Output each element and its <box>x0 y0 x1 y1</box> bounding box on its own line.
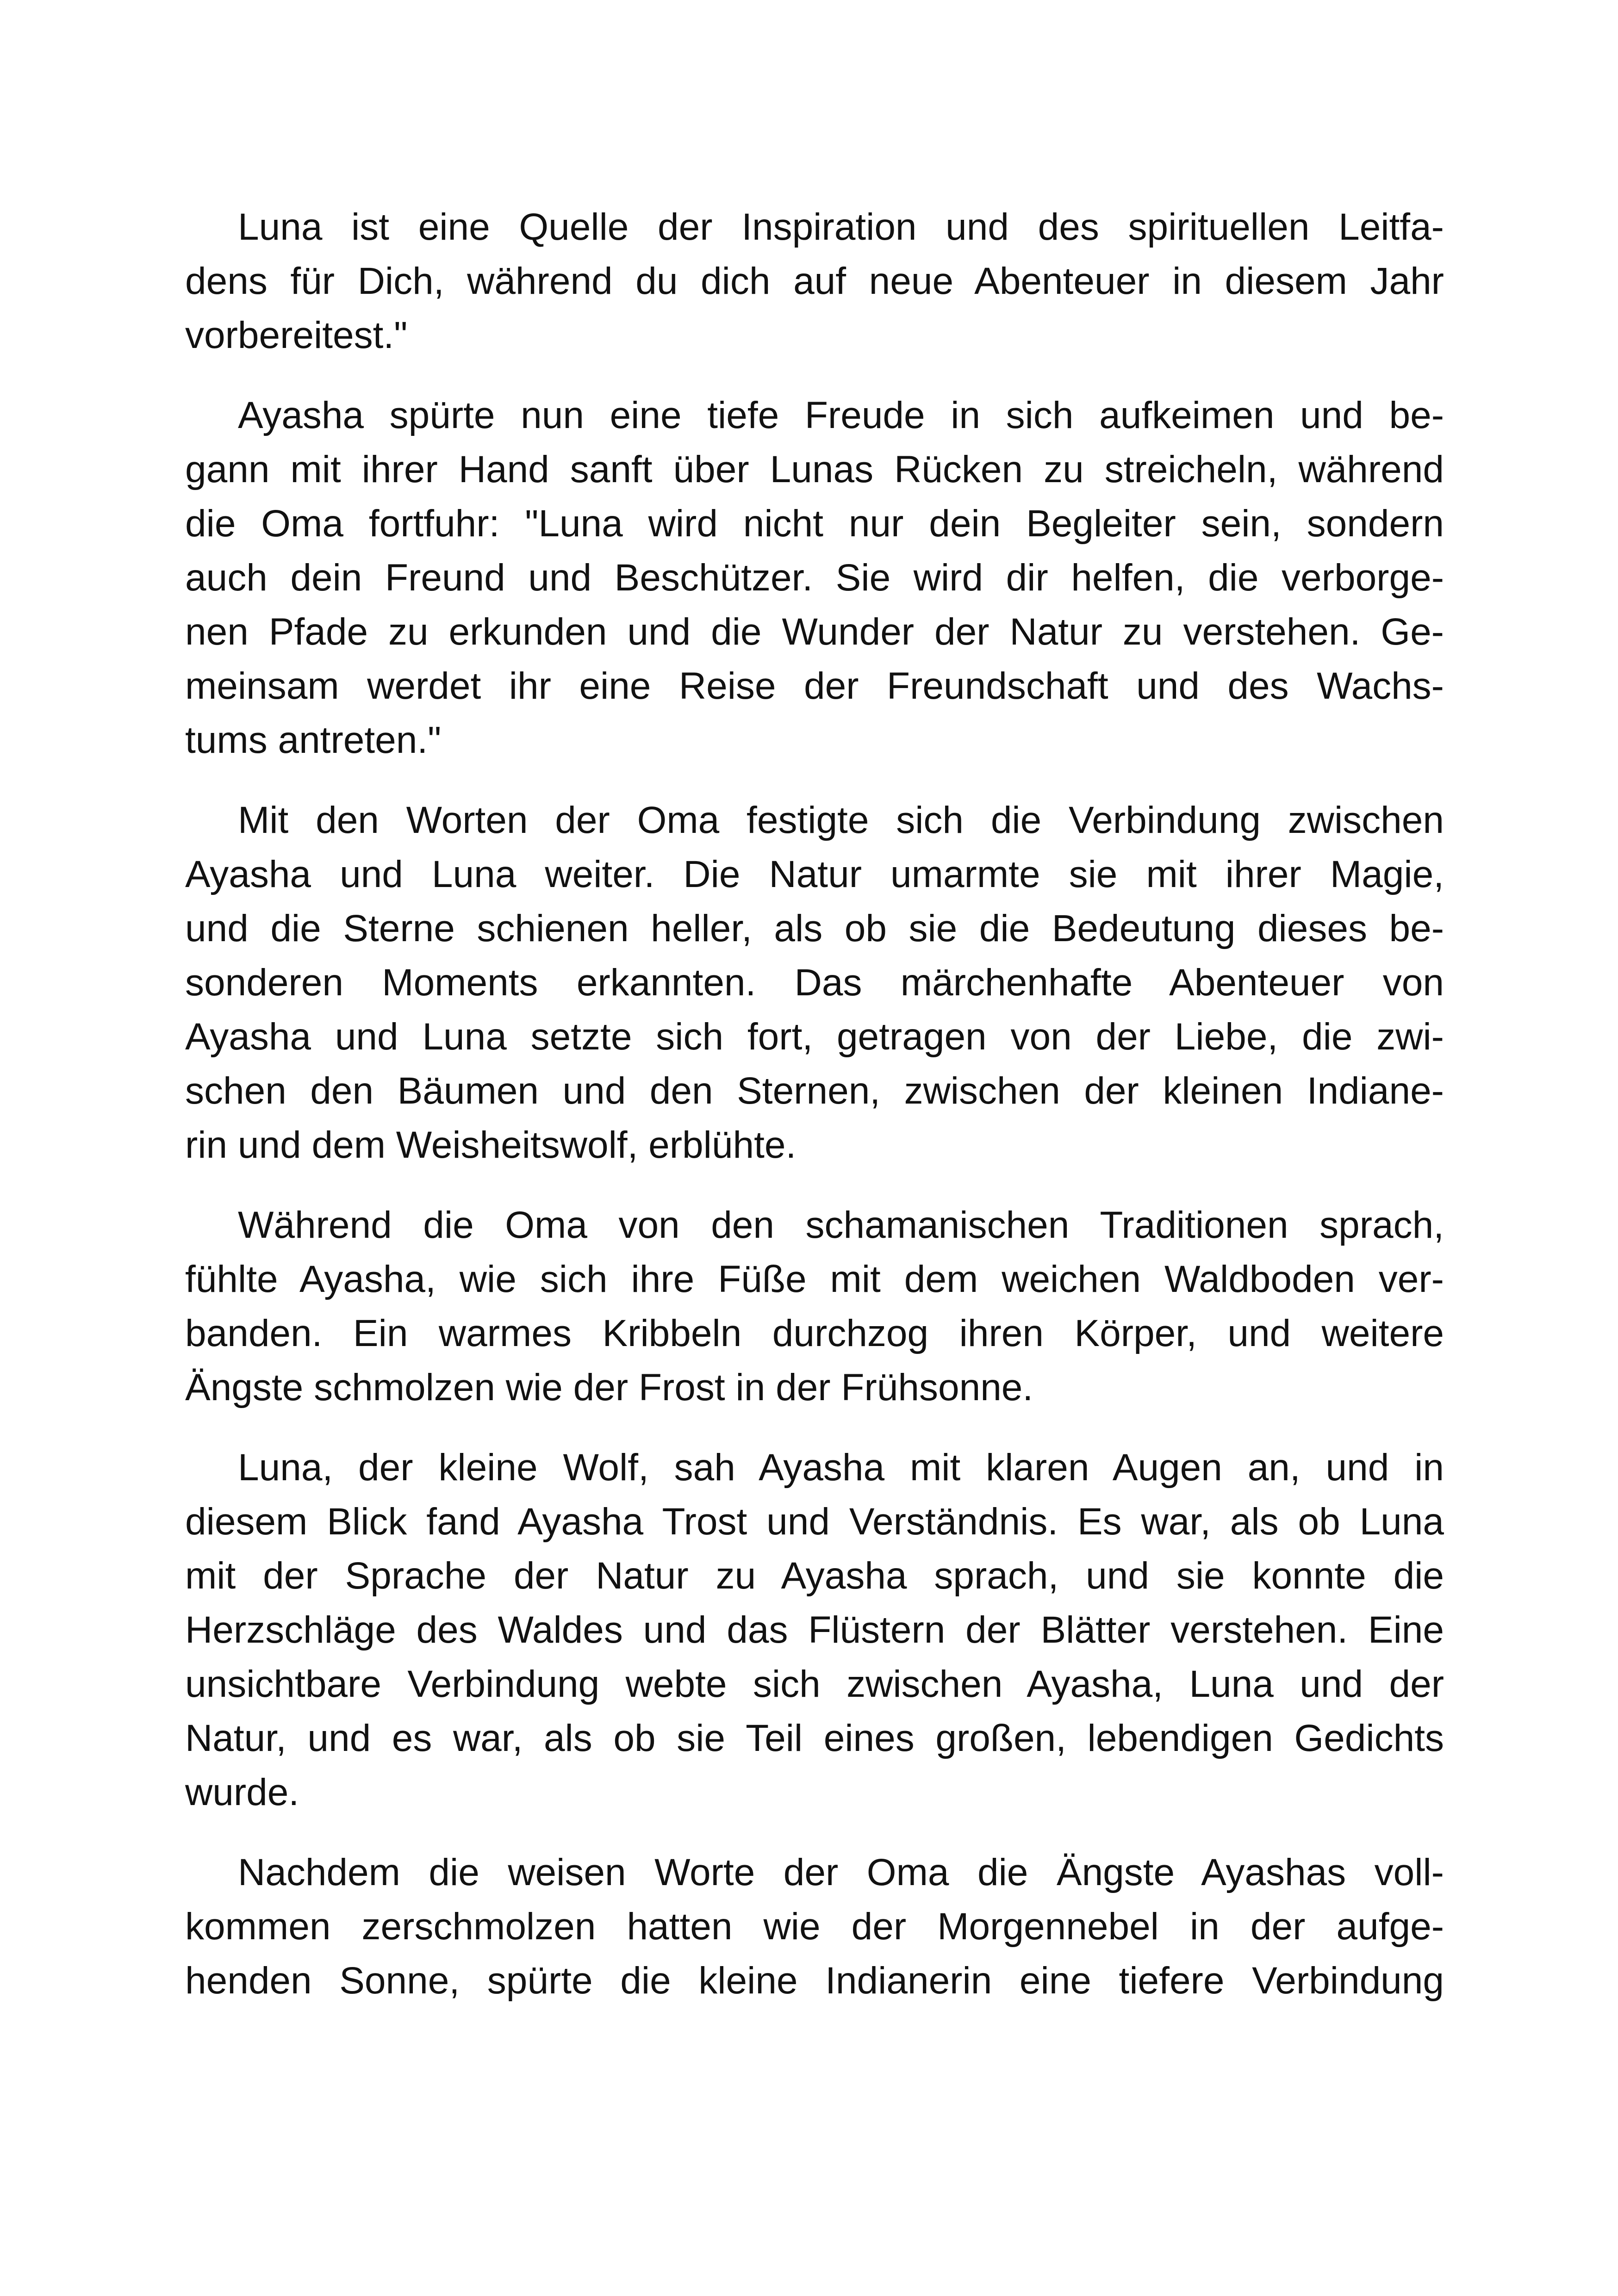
text-line: kommen zerschmolzen hatten wie der Morgennebel in der aufge- <box>185 1905 1444 1948</box>
paragraph <box>185 793 1444 1172</box>
text-line: Ayasha und Luna weiter. Die Natur umarmte sie mit ihrer Magie, <box>185 853 1444 895</box>
text-line: nen Pfade zu erkunden und die Wunder der Natur zu verstehen. Ge- <box>185 611 1444 653</box>
paragraph <box>185 1845 1444 2008</box>
text-line: banden. Ein warmes Kribbeln durchzog ihren Körper, und weitere <box>185 1312 1444 1354</box>
paragraph <box>185 200 1444 362</box>
text-line: vorbereitest." <box>185 314 408 356</box>
text-line: wurde. <box>185 1771 299 1813</box>
text-line: tums antreten." <box>185 719 442 761</box>
text-line: die Oma fortfuhr: "Luna wird nicht nur dein Begleiter sein, sondern <box>185 503 1444 545</box>
text-line: unsichtbare Verbindung webte sich zwischen Ayasha, Luna und der <box>185 1663 1444 1705</box>
text-line: Natur, und es war, als ob sie Teil eines großen, lebendigen Gedichts <box>185 1717 1444 1759</box>
text-line: henden Sonne, spürte die kleine Indianerin eine tiefere Verbindung <box>185 1960 1444 2002</box>
body-text <box>185 200 1444 2034</box>
text-line: Luna, der kleine Wolf, sah Ayasha mit klaren Augen an, und in <box>238 1446 1444 1489</box>
text-line: Während die Oma von den schamanischen Traditionen sprach, <box>238 1204 1444 1246</box>
paragraph <box>185 1440 1444 1819</box>
text-line: auch dein Freund und Beschützer. Sie wird dir helfen, die verborge- <box>185 557 1444 599</box>
text-line: Nachdem die weisen Worte der Oma die Ängste Ayashas voll- <box>238 1851 1444 1893</box>
text-line: Ayasha und Luna setzte sich fort, getragen von der Liebe, die zwi- <box>185 1016 1444 1058</box>
text-line: schen den Bäumen und den Sternen, zwischen der kleinen Indiane- <box>185 1070 1444 1112</box>
paragraph <box>185 1198 1444 1415</box>
text-line: Ayasha spürte nun eine tiefe Freude in sich aufkeimen und be- <box>238 394 1444 436</box>
paragraph <box>185 388 1444 767</box>
text-line: fühlte Ayasha, wie sich ihre Füße mit dem weichen Waldboden ver- <box>185 1258 1444 1300</box>
text-line: dens für Dich, während du dich auf neue Abenteuer in diesem Jahr <box>185 260 1444 302</box>
text-line: gann mit ihrer Hand sanft über Lunas Rücken zu streicheln, während <box>185 448 1444 490</box>
text-line: Herzschläge des Waldes und das Flüstern der Blätter verstehen. Eine <box>185 1609 1444 1651</box>
text-line: meinsam werdet ihr eine Reise der Freundschaft und des Wachs- <box>185 665 1444 707</box>
text-line: Mit den Worten der Oma festigte sich die Verbindung zwischen <box>238 799 1444 841</box>
text-line: Ängste schmolzen wie der Frost in der Frühsonne. <box>185 1366 1033 1409</box>
text-line: Luna ist eine Quelle der Inspiration und des spirituellen Leitfa- <box>238 206 1444 248</box>
text-line: sonderen Moments erkannten. Das märchenhafte Abenteuer von <box>185 962 1444 1004</box>
text-line: und die Sterne schienen heller, als ob sie die Bedeutung dieses be- <box>185 907 1444 949</box>
text-line: mit der Sprache der Natur zu Ayasha sprach, und sie konnte die <box>185 1555 1444 1597</box>
text-line: diesem Blick fand Ayasha Trost und Verständnis. Es war, als ob Luna <box>185 1501 1444 1543</box>
text-line: rin und dem Weisheitswolf, erblühte. <box>185 1124 797 1166</box>
